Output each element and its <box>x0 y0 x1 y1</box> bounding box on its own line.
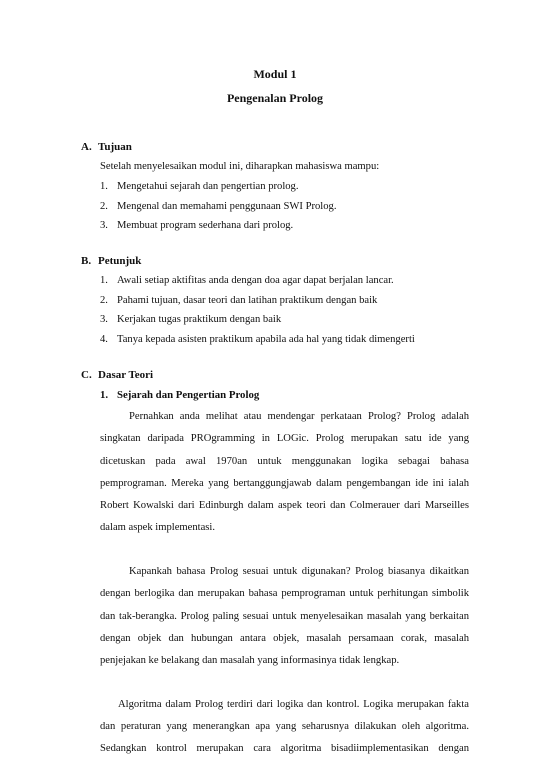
petunjuk-item: 1. Awali setiap aktifitas anda dengan doa agar dapat berjalan lancar. <box>100 275 394 286</box>
section-heading-tujuan <box>81 141 132 153</box>
paragraph-line: dengan objek dan hubungan antara objek, masalah persamaan corak, masalah <box>100 633 469 644</box>
paragraph-line: dan tak-berangka. Prolog paling sesuai untuk menyelesaikan masalah yang berkaitan <box>100 611 469 622</box>
petunjuk-item: 2. Pahami tujuan, dasar teori dan latihan praktikum dengan baik <box>100 295 378 306</box>
paragraph-line: Pernahkan anda melihat atau mendengar perkataan Prolog? Prolog adalah <box>129 411 469 422</box>
tujuan-item: 3. Membuat program sederhana dari prolog. <box>100 220 294 231</box>
paragraph-line: Algoritma dalam Prolog terdiri dari logika dan kontrol. Logika merupakan fakta <box>118 699 469 710</box>
paragraph-line: dan peraturan yang menerangkan apa yang seharusnya dilakukan oleh algoritma. <box>100 721 469 732</box>
paragraph-line: penjejakan ke belakang dan masalah yang informasinya tidak lengkap. <box>100 655 400 666</box>
subsection-heading-sejarah <box>100 389 259 401</box>
document-title: Modul 1 <box>253 67 297 81</box>
paragraph-line: Robert Kowalski dari Edinburgh dalam aspek teori dan Colmerauer dari Marseilles <box>100 500 469 511</box>
tujuan-intro: Setelah menyelesaikan modul ini, diharapkan mahasiswa mampu: <box>100 161 380 172</box>
paragraph-line: Sedangkan kontrol merupakan cara algoritma bisadiimplementasikan dengan <box>100 743 469 754</box>
petunjuk-item: 4. Tanya kepada asisten praktikum apabila ada hal yang tidak dimengerti <box>100 334 415 345</box>
petunjuk-item: 3. Kerjakan tugas praktikum dengan baik <box>100 314 282 325</box>
section-title: Dasar Teori <box>98 369 154 381</box>
section-heading-petunjuk <box>81 255 141 267</box>
section-letter: B. <box>81 255 92 267</box>
subsection-number: 1. <box>100 389 109 401</box>
section-letter: C. <box>81 369 92 381</box>
section-heading-dasar-teori <box>81 369 153 381</box>
paragraph-line: dalam aspek implementasi. <box>100 522 216 533</box>
section-title: Petunjuk <box>98 255 142 267</box>
document-subtitle: Pengenalan Prolog <box>226 91 324 105</box>
paragraph-line: pemprograman. Mereka yang bertanggungjawab dalam pengembangan ide ini ialah <box>100 478 469 489</box>
paragraph-line: dengan berlogika dan merupakan bahasa pemprograman untuk perhitungan simbolik <box>100 588 469 599</box>
paragraph-line: Kapankah bahasa Prolog sesuai untuk digunakan? Prolog biasanya dikaitkan <box>129 566 469 577</box>
section-letter: A. <box>81 141 92 153</box>
section-title: Tujuan <box>98 141 132 153</box>
tujuan-item: 1. Mengetahui sejarah dan pengertian prolog. <box>100 181 299 192</box>
paragraph-line: singkatan daripada PROgramming in LOGic. Prolog merupakan satu ide yang <box>100 433 469 444</box>
subsection-title: Sejarah dan Pengertian Prolog <box>117 389 260 401</box>
paragraph-line: dicetuskan pada awal 1970an untuk menggunakan logika sebagai bahasa <box>100 456 469 467</box>
tujuan-item: 2. Mengenal dan memahami penggunaan SWI Prolog. <box>100 201 337 212</box>
